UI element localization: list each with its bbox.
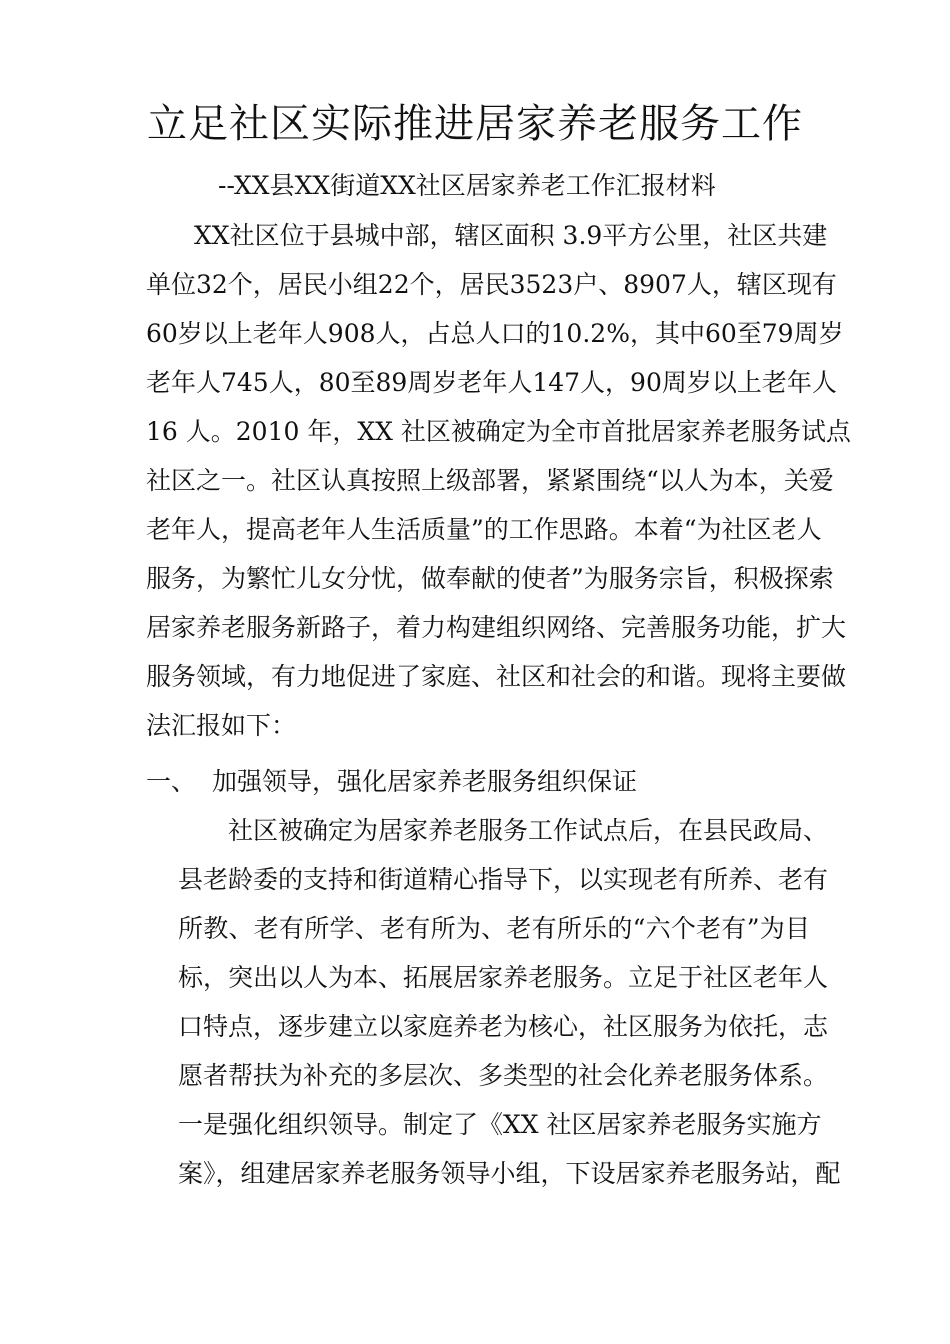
paragraph-line: 口特点，逐步建立以家庭养老为核心，社区服务为依托，志: [178, 1012, 829, 1041]
paragraph-line: 单位32个，居民小组22个，居民3523户、8907人，辖区现有: [146, 270, 837, 299]
document-title: 立足社区实际推进居家养老服务工作: [147, 101, 803, 147]
paragraph-line: 60岁以上老年人908人，占总人口的10.2%，其中60至79周岁: [146, 319, 844, 348]
paragraph-line: 16 人。2010 年，XX 社区被确定为全市首批居家养老服务试点: [146, 417, 851, 446]
section-heading-text: 加强领导，强化居家养老服务组织保证: [212, 767, 638, 796]
paragraph-line: 老年人745人，80至89周岁老年人147人，90周岁以上老年人: [146, 368, 837, 397]
paragraph-line: 法汇报如下：: [146, 711, 297, 740]
paragraph-line: 所教、老有所学、老有所为、老有所乐的“六个老有”为目: [178, 914, 810, 943]
paragraph-line: 居家养老服务新路子，着力构建组织网络、完善服务功能，扩大: [146, 613, 847, 642]
paragraph-line: 服务领域，有力地促进了家庭、社区和社会的和谐。现将主要做: [146, 662, 847, 691]
section-number: 一、: [146, 767, 197, 796]
paragraph-line: 案》，组建居家养老服务领导小组，下设居家养老服务站，配: [178, 1159, 841, 1188]
paragraph-line: XX社区位于县城中部，辖区面积 3.9平方公里，社区共建: [194, 221, 828, 250]
paragraph-line: 老年人，提高老年人生活质量”的工作思路。本着“为社区老人: [146, 515, 822, 544]
document-subtitle: --XX县XX街道XX社区居家养老工作汇报材料: [218, 171, 716, 200]
paragraph-line: 服务，为繁忙儿女分忧，做奉献的使者”为服务宗旨，积极探索: [146, 564, 834, 593]
paragraph-line: 社区之一。社区认真按照上级部署，紧紧围绕“以人为本，关爱: [146, 466, 834, 495]
paragraph-line: 一是强化组织领导。制定了《XX 社区居家养老服务实施方: [178, 1110, 822, 1139]
paragraph-line: 愿者帮扶为补充的多层次、多类型的社会化养老服务体系。: [178, 1061, 829, 1090]
section-heading: [146, 764, 637, 800]
paragraph-line: 社区被确定为居家养老服务工作试点后，在县民政局、: [228, 816, 829, 845]
paragraph-line: 县老龄委的支持和街道精心指导下，以实现老有所养、老有: [178, 865, 829, 894]
paragraph-line: 标，突出以人为本、拓展居家养老服务。立足于社区老年人: [178, 963, 829, 992]
